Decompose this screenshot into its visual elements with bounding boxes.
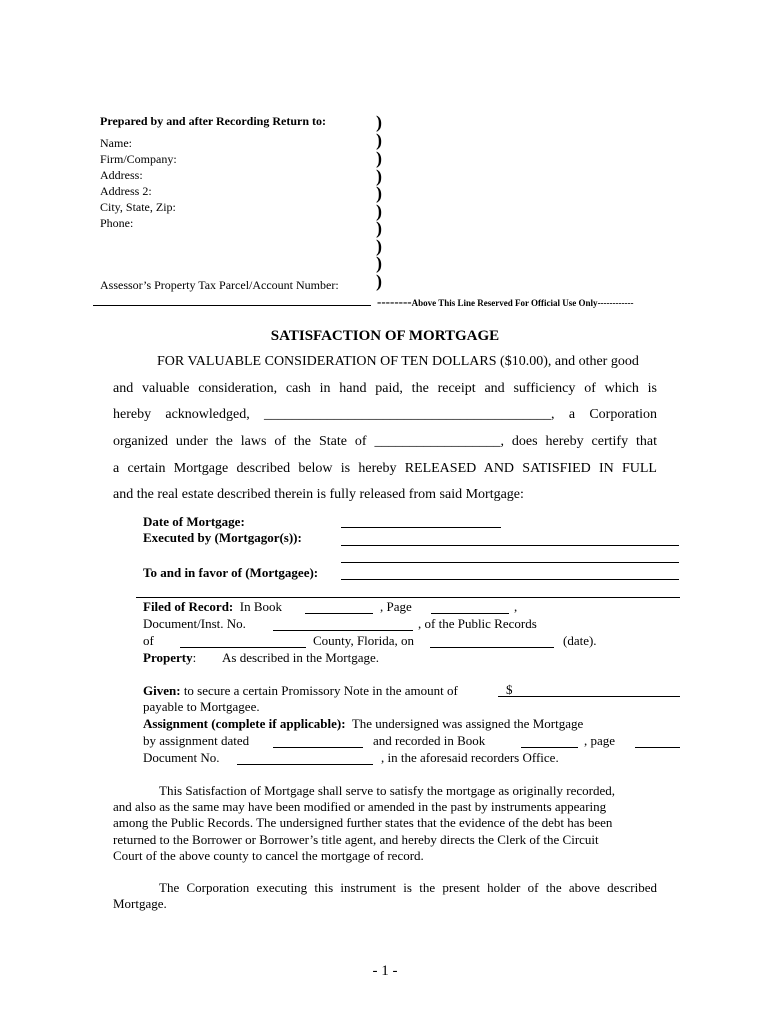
book-blank xyxy=(305,613,373,614)
mortgagor-blank xyxy=(341,545,679,546)
recorded-in-book-label: and recorded in Book xyxy=(373,733,486,748)
property-label: Property xyxy=(143,650,193,665)
in-favor-of-label: To and in favor of (Mortgagee): xyxy=(143,565,319,580)
dashes-right: ------------ xyxy=(597,298,634,308)
assignment-document-blank xyxy=(237,764,373,765)
page-blank xyxy=(431,613,509,614)
public-records-label: , of the Public Records xyxy=(418,616,537,631)
aforesaid-office-label: , in the aforesaid recorders Office. xyxy=(381,750,559,765)
holder-para-line-2: Mortgage. xyxy=(113,896,167,911)
parcel-number-label: Assessor’s Property Tax Parcel/Account Number: xyxy=(100,278,339,292)
intro-line-6: and the real estate described therein is fully released from said Mortgage: xyxy=(113,487,524,502)
holder-para-line-1: The Corporation executing this instrument is the present holder of the above described xyxy=(159,880,657,895)
satisfaction-para-line-2: and also as the same may have been modified or amended in the past by instruments appearing xyxy=(113,799,607,814)
phone-label: Phone: xyxy=(100,216,134,230)
page-number: - 1 - xyxy=(372,963,398,979)
satisfaction-para-line-4: returned to the Borrower or Borrower’s title agent, and hereby directs the Clerk of the Circuit xyxy=(113,832,599,847)
property-colon: : xyxy=(192,650,197,665)
doc-inst-label: Document/Inst. No. xyxy=(143,616,246,631)
county-florida-label: County, Florida, on xyxy=(313,633,414,648)
paren: ) xyxy=(376,166,382,186)
paren: ) xyxy=(376,112,382,132)
city-state-zip-label: City, State, Zip: xyxy=(100,200,176,214)
document-title: SATISFACTION OF MORTGAGE xyxy=(270,328,500,344)
date-label: (date). xyxy=(563,633,597,648)
paren: ) xyxy=(376,236,382,256)
assignment-row xyxy=(143,716,583,732)
prepared-by-label: Prepared by and after Recording Return to: xyxy=(100,114,326,128)
satisfaction-para-line-1: This Satisfaction of Mortgage shall serve to satisfy the mortgage as originally recorded, xyxy=(159,783,615,798)
executed-by-label: Executed by (Mortgagor(s)): xyxy=(143,530,302,545)
satisfaction-para-line-5: Court of the above county to cancel the mortgage of record. xyxy=(113,848,424,863)
property-value: As described in the Mortgage. xyxy=(222,650,380,665)
paren: ) xyxy=(376,130,382,150)
filed-of-record-label: Filed of Record: xyxy=(143,599,234,614)
section-divider xyxy=(136,597,680,598)
paren: ) xyxy=(376,183,382,203)
paren: ) xyxy=(376,253,382,273)
dollar-sign: $ xyxy=(506,682,513,697)
official-use-text: Above This Line Reserved For Official Use Only xyxy=(411,298,598,308)
assignment-label: Assignment (complete if applicable): xyxy=(143,716,346,731)
page-label: , Page xyxy=(380,599,412,614)
by-assignment-label: by assignment dated xyxy=(143,733,250,748)
of-label: of xyxy=(143,633,154,648)
doc-inst-blank xyxy=(273,630,413,631)
name-label: Name: xyxy=(100,136,132,150)
document-no-label: Document No. xyxy=(143,750,220,765)
parcel-number-line xyxy=(93,305,371,306)
dashes-left: -------- xyxy=(377,294,412,309)
county-blank xyxy=(180,647,306,648)
mortgagee-blank xyxy=(341,579,679,580)
page-comma: , xyxy=(514,599,518,614)
paren: ) xyxy=(376,271,382,291)
paren: ) xyxy=(376,218,382,238)
property-row xyxy=(143,650,196,666)
filed-of-record-row xyxy=(143,599,282,615)
paren: ) xyxy=(376,148,382,168)
intro-line-2: and valuable consideration, cash in hand paid, the receipt and sufficiency of which is xyxy=(113,381,657,396)
recording-date-blank xyxy=(430,647,554,648)
assignment-date-blank xyxy=(273,747,363,748)
paren: ) xyxy=(376,201,382,221)
intro-line-4: organized under the laws of the State of __________________, does hereby certify that xyxy=(113,434,657,449)
address-label: Address: xyxy=(100,168,143,182)
payable-to-mortgagee: payable to Mortgagee. xyxy=(143,699,260,714)
intro-line-1: FOR VALUABLE CONSIDERATION OF TEN DOLLARS ($10.00), and other good xyxy=(157,354,639,369)
intro-line-3: hereby acknowledged, _________________________________________, a Corporation xyxy=(113,407,657,422)
in-book-label: In Book xyxy=(239,599,283,614)
date-of-mortgage-blank xyxy=(341,527,501,528)
official-use-line xyxy=(377,293,634,311)
intro-line-5: a certain Mortgage described below is hereby RELEASED AND SATISFIED IN FULL xyxy=(113,461,657,476)
assignment-book-blank xyxy=(521,747,578,748)
given-label: Given: xyxy=(143,683,181,698)
given-text: to secure a certain Promissory Note in the amount of xyxy=(183,683,458,698)
date-of-mortgage-label: Date of Mortgage: xyxy=(143,514,245,529)
given-row xyxy=(143,683,458,699)
firm-company-label: Firm/Company: xyxy=(100,152,177,166)
address2-label: Address 2: xyxy=(100,184,152,198)
note-amount-blank xyxy=(498,696,680,697)
mortgagor-blank-2 xyxy=(341,562,679,563)
assignment-page-blank xyxy=(635,747,680,748)
assignment-text: The undersigned was assigned the Mortgage xyxy=(351,716,584,731)
satisfaction-para-line-3: among the Public Records. The undersigned further states that the evidence of the debt has been xyxy=(113,815,613,830)
assignment-page-label: , page xyxy=(584,733,616,748)
